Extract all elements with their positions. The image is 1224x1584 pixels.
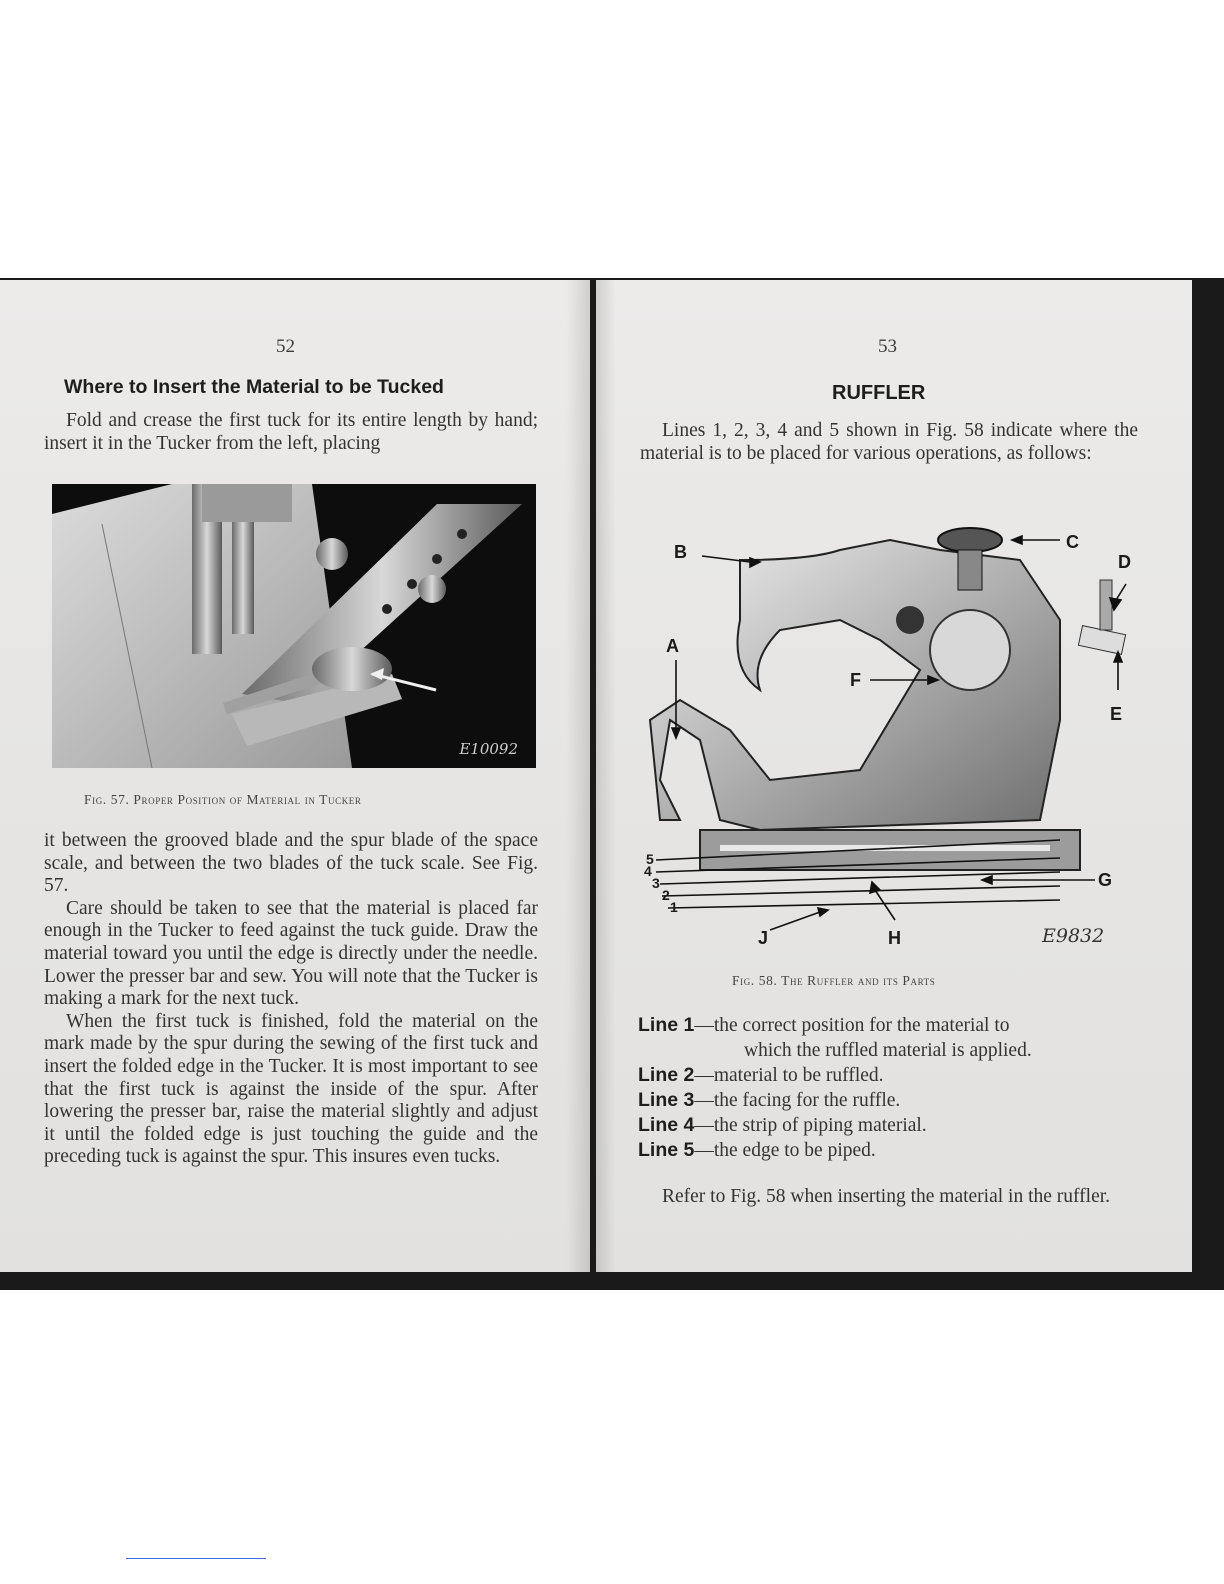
line-number-4: 4 [644, 863, 652, 879]
page-number: 53 [878, 336, 897, 357]
figure-code: E9832 [1042, 925, 1105, 947]
paragraph: Care should be taken to see that the material is placed far enough in the Tucker to feed against the tuck guide. Draw the material toward you until the edge is directly under the needle. Lower the presser bar and sew. You will note that the Tucker is making a mark for the next tuck. [44, 897, 538, 1010]
line-definition: Line 3—the facing for the ruffle. [638, 1089, 901, 1111]
line-number-2: 2 [662, 887, 670, 903]
paragraph: When the first tuck is finished, fold the material on the mark made by the spur during the sewing of the first tuck and insert the folded edge in the Tucker. It is most important to see that the first tuck is against the inside of the spur. After lowering the presser bar, raise the material slightly and adjust it until the folded edge is just touching the guide and the preceding tuck is against the spur. This insures even tucks. [44, 1010, 538, 1168]
book-spread [0, 278, 1224, 1290]
line-definition: Line 4—the strip of piping material. [638, 1114, 927, 1136]
label-a: A [666, 636, 679, 656]
body-text [44, 830, 538, 1169]
section-heading: RUFFLER [832, 382, 926, 404]
label-j: J [758, 928, 769, 948]
left-page [0, 280, 590, 1272]
screw [896, 606, 924, 634]
line-definition: Line 1—the correct position for the material to which the ruffled material is applied. [638, 1014, 1032, 1061]
label-c: C [1066, 532, 1079, 552]
figure-caption: Fig. 58. The Ruffler and its Parts [732, 973, 936, 988]
intro-paragraph: Fold and crease the first tuck for its entire length by hand; insert it in the Tucker from the left, placing [44, 410, 538, 454]
label-g: G [1098, 870, 1113, 890]
adjusting-wheel [930, 610, 1010, 690]
footer-paragraph: Refer to Fig. 58 when inserting the material in the ruffler. [662, 1186, 1111, 1207]
line-definition: Line 5—the edge to be piped. [638, 1139, 876, 1161]
lever [1100, 580, 1112, 630]
link-underline[interactable] [126, 1558, 266, 1559]
label-h: H [888, 928, 901, 948]
label-d: D [1118, 552, 1131, 572]
figure-caption: Fig. 57. Proper Position of Material in Tucker [84, 792, 362, 807]
figure-57-photo [52, 484, 536, 768]
line-number-3: 3 [652, 875, 660, 891]
thumb-screw [938, 528, 1002, 552]
line-number-1: 1 [670, 899, 678, 915]
figure-58-ruffler [640, 520, 1140, 950]
intro-paragraph: Lines 1, 2, 3, 4 and 5 shown in Fig. 58 indicate where the material is to be placed for various operations, as follows: [640, 420, 1138, 464]
line-definitions [638, 1013, 1138, 1163]
screw-post [958, 550, 982, 590]
figure-code: E10092 [459, 740, 518, 758]
label-f: F [850, 670, 861, 690]
page-number: 52 [276, 336, 295, 357]
section-heading: Where to Insert the Material to be Tucked [64, 376, 444, 398]
line-definition: Line 2—material to be ruffled. [638, 1064, 884, 1086]
label-e: E [1110, 704, 1123, 724]
line-number-5: 5 [646, 851, 654, 867]
label-b: B [674, 542, 687, 562]
paragraph: it between the grooved blade and the spur blade of the space scale, and between the two blades of the tuck scale. See Fig. 57. [44, 830, 538, 897]
tucker-photo-illustration [52, 484, 536, 768]
